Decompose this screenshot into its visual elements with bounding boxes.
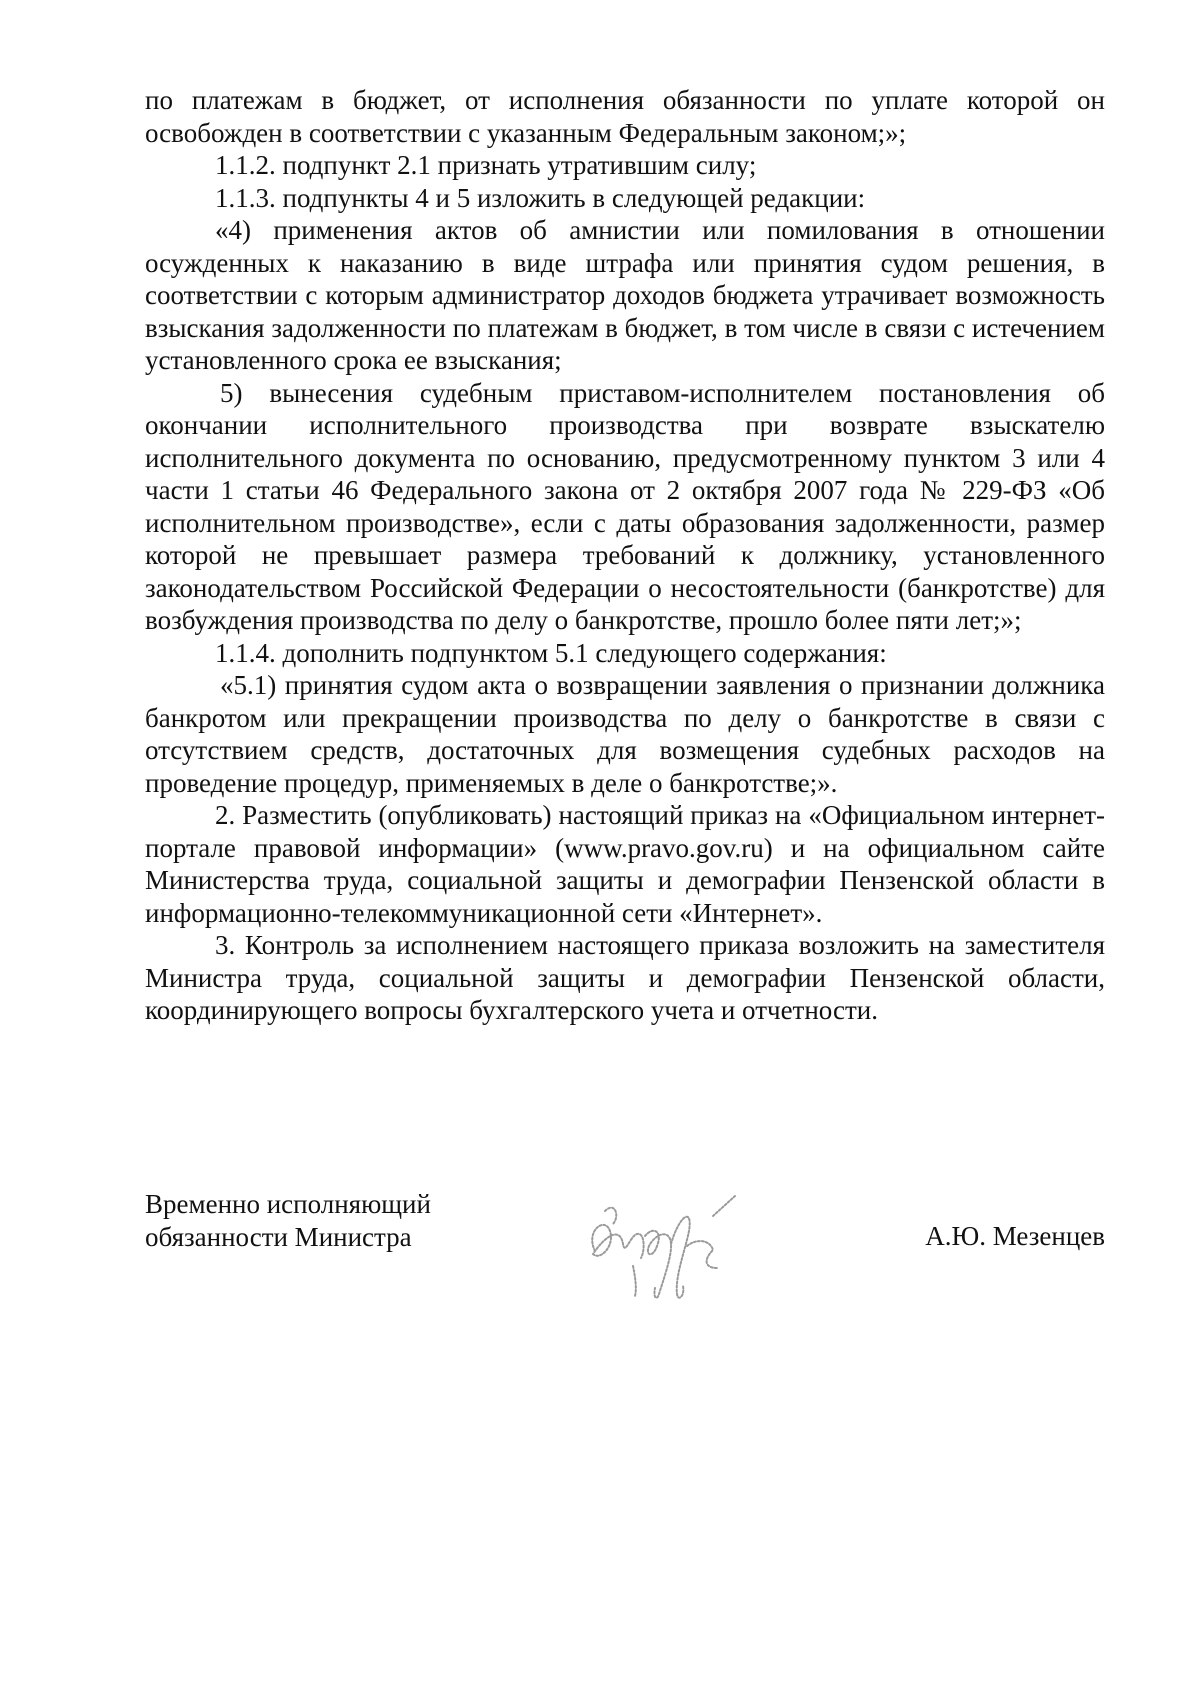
paragraph-3-control: 3. Контроль за исполнением настоящего приказа возложить на заместителя Министра труда, социальной защиты и демографии Пензенской области, координирующего вопросы бухгалтерского учета и отчетности. xyxy=(145,930,1105,1025)
signature-block xyxy=(145,1188,1105,1328)
paragraph-item-5-1: «5.1) принятия судом акта о возвращении заявления о признании должника банкротом или прекращении производства по делу о банкротстве в связи с отсутствием средств, достаточных для возмещения судебных расходов на проведение процедур, применяемых в деле о банкротстве;». xyxy=(145,670,1105,798)
signatory-role-line2: обязанности Министра xyxy=(145,1221,412,1252)
paragraph-2-publish: 2. Разместить (опубликовать) настоящий приказ на «Официальном интернет-портале правовой информации» (www.pravo.gov.ru) и на официальном сайте Министерства труда, социальной защиты и демографии Пензенской области в информационно-телекоммуникационной сети «Интернет». xyxy=(145,800,1105,928)
signatory-name: А.Ю. Мезенцев xyxy=(925,1221,1105,1251)
signatory-role-line1: Временно исполняющий xyxy=(145,1189,431,1219)
paragraph-1-1-3: 1.1.3. подпункты 4 и 5 изложить в следующей редакции: xyxy=(215,182,866,213)
paragraph-continuation: по платежам в бюджет, от исполнения обязанности по уплате которой он освобожден в соответствии с указанным Федеральным законом;»; xyxy=(145,85,1105,148)
paragraph-1-1-4: 1.1.4. дополнить подпунктом 5.1 следующего содержания: xyxy=(215,637,887,668)
paragraph-1-1-2: 1.1.2. подпункт 2.1 признать утратившим силу; xyxy=(215,150,757,180)
signatory-role xyxy=(145,1188,431,1253)
document-body xyxy=(145,84,1105,1027)
paragraph-item-5: 5) вынесения судебным приставом-исполнителем постановления об окончании исполнительного производства при возврате взыскателю исполнительного документа по основанию, предусмотренному пунктом 3 или 4 части 1 статьи 46 Федерального закона от 2 октября 2007 года № 229-ФЗ «Об исполнительном производстве», если с даты образования задолженности, размер которой не превышает размера требований к должнику, установленного законодательством Российской Федерации о несостоятельности (банкротстве) для возбуждения производства по делу о банкротстве, прошло более пяти лет;»; xyxy=(145,377,1105,635)
handwritten-signature-image xyxy=(575,1176,745,1306)
paragraph-item-4: «4) применения актов об амнистии или помилования в отношении осужденных к наказанию в виде штрафа или принятия судом решения, в соответствии с которым администратор доходов бюджета утрачивает возможность взыскания задолженности по платежам в бюджет, в том числе в связи с истечением установленного срока ее взыскания; xyxy=(145,215,1105,375)
